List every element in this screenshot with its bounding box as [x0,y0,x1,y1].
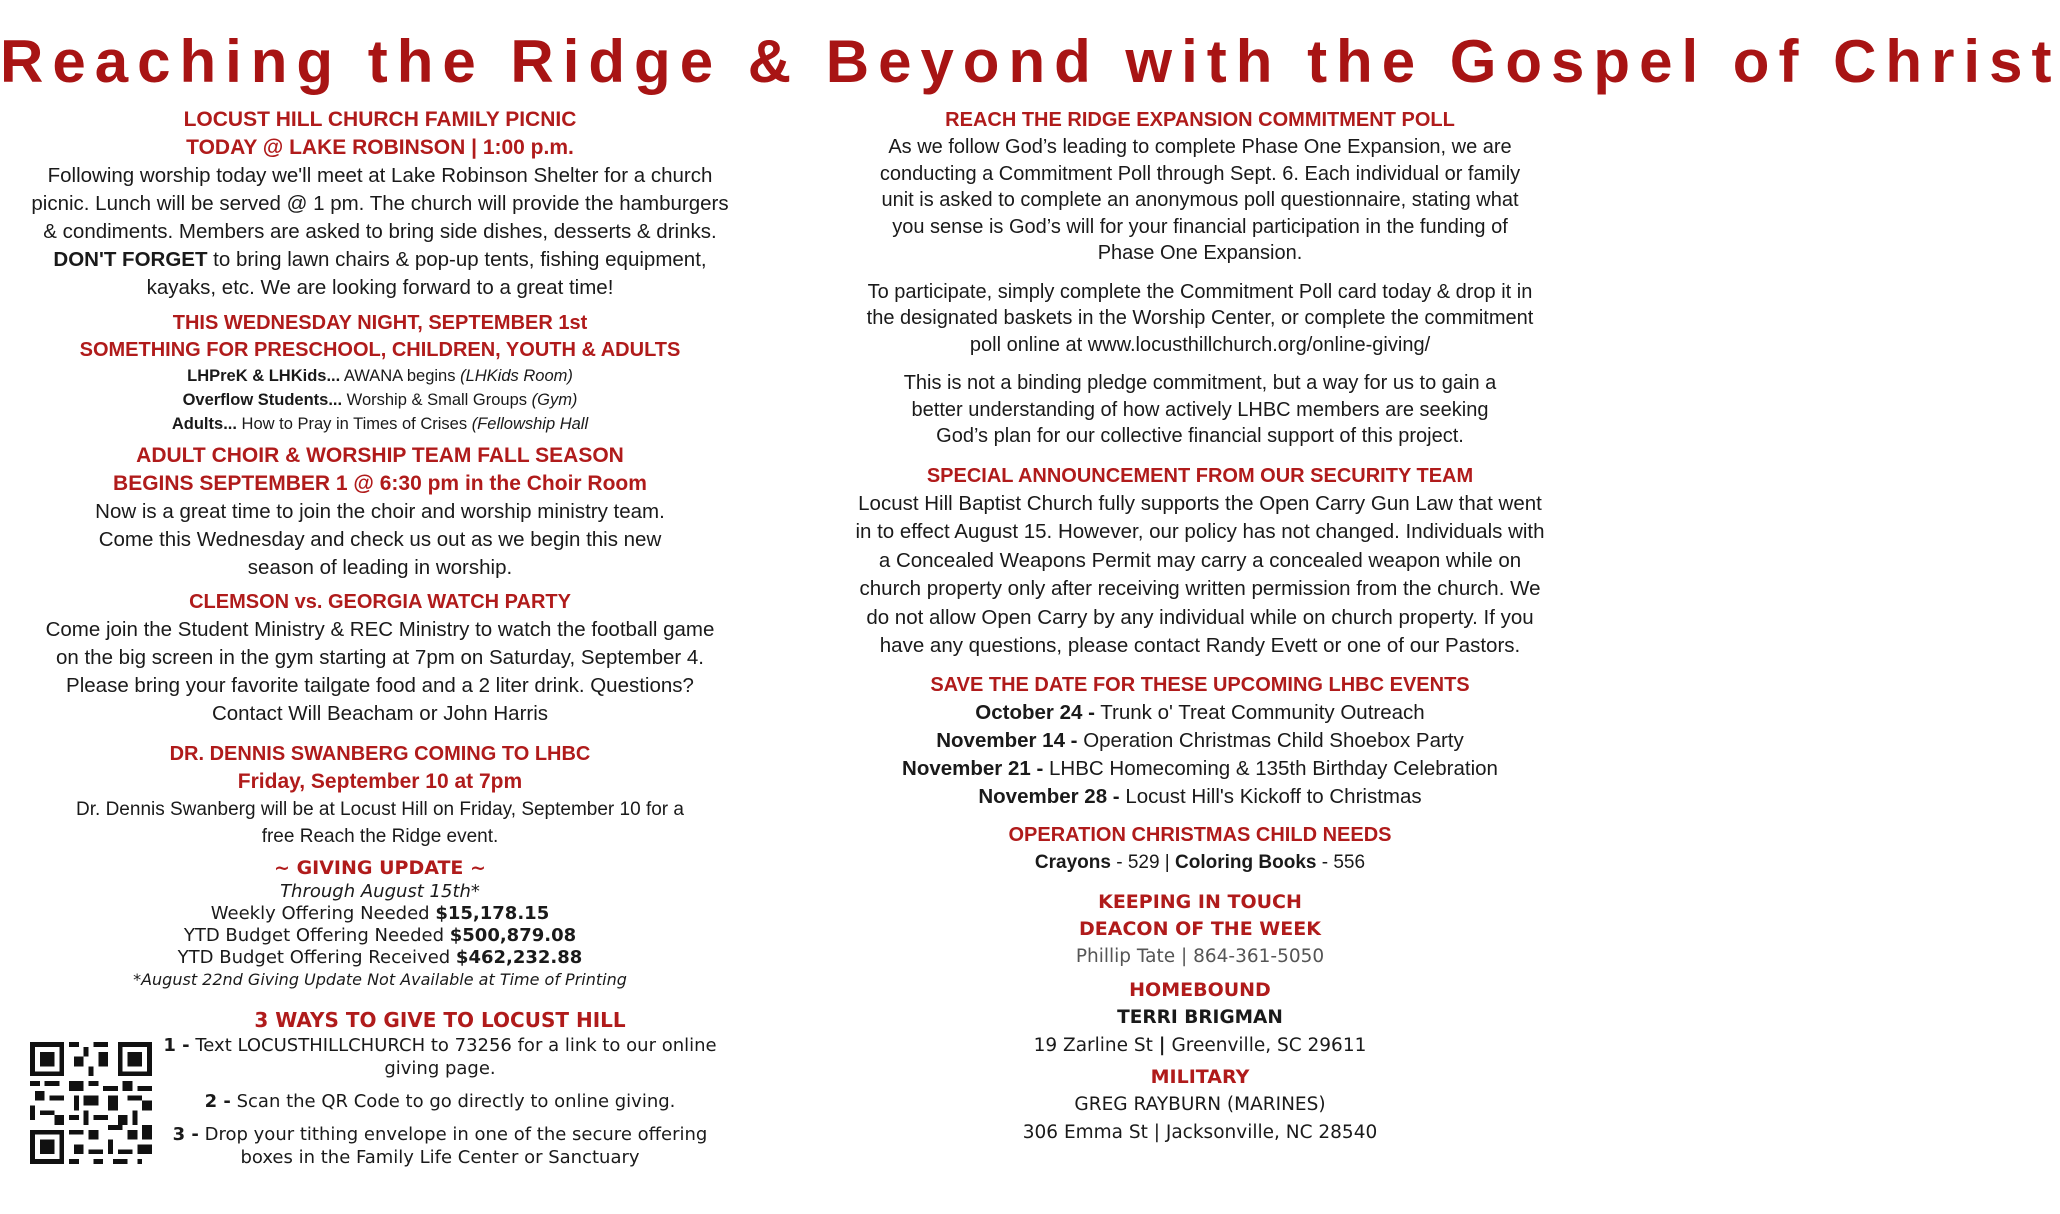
picnic-body-pre: Following worship today we'll meet at Lake Robinson Shelter for a church picnic. Lunch will be served @ 1 pm. The church will provide the hamburgers & condiments. Members are asked to bring side dishes, desserts & drinks. [31,164,729,243]
event-item [855,699,1545,727]
homebound-street: 19 Zarline St [1033,1034,1159,1056]
picnic-subheading: TODAY @ LAKE ROBINSON | 1:00 p.m. [186,136,574,159]
ways-heading: 3 WAYS TO GIVE TO LOCUST HILL [254,1008,626,1032]
ways-item [160,1034,720,1080]
event-date: November 28 - [978,784,1120,808]
poll-paragraph: To participate, simply complete the Commitment Poll card today & drop it in the designated baskets in the Worship Center, or complete the commitment poll online at www.locusthillchurch.org/online-giving/ [866,280,1534,356]
event-text: Trunk o' Treat Community Outreach [1094,700,1425,724]
giving-line-label: YTD Budget Offering Needed [183,925,450,946]
picnic-body-bold: DON'T FORGET [53,248,208,271]
military-address: 306 Emma St | Jacksonville, NC 28540 [1022,1121,1378,1143]
giving-line [25,925,735,947]
giving-update [25,856,735,991]
right-column [855,106,1545,1147]
occ-need-value: - 529 | [1110,851,1176,873]
swanberg-heading: DR. DENNIS SWANBERG COMING TO LHBC [169,743,591,765]
event-date: November 21 - [902,756,1044,780]
wednesday-item-text: How to Pray in Times of Crises [236,415,472,433]
giving-line [25,947,735,969]
event-text: Operation Christmas Child Shoebox Party [1077,728,1464,752]
homebound-name: TERRI BRIGMAN [1117,1006,1283,1028]
giving-line-value: $462,232.88 [455,947,583,968]
qr-code-icon[interactable] [30,1042,152,1164]
wednesday-item-label: Overflow Students... [182,391,343,409]
wednesday-subheading: SOMETHING FOR PRESCHOOL, CHILDREN, YOUTH & ADULTS [79,339,681,361]
deacon-heading: DEACON OF THE WEEK [1079,917,1321,940]
picnic-body-post: to bring lawn chairs & pop-up tents, fishing equipment, kayaks, etc. We are looking forward to a great time! [146,248,707,299]
ways-item-number: 3 - [172,1124,199,1145]
picnic-body [25,162,735,302]
occ-need-value: - 556 [1316,851,1366,873]
wednesday-item-label: Adults... [171,415,237,433]
left-column [25,106,735,991]
ways-item-text: Scan the QR Code to go directly to online giving. [230,1091,676,1112]
page-title: Reaching the Ridge & Beyond with the Gospel of Christ [0,28,2060,95]
giving-heading: ~ GIVING UPDATE ~ [274,857,486,879]
giving-line-label: Weekly Offering Needed [210,903,436,924]
wednesday-item-label: LHPreK & LHKids... [187,367,341,385]
clemson-heading: CLEMSON vs. GEORGIA WATCH PARTY [189,591,571,613]
event-date: November 14 - [936,728,1078,752]
event-item [855,755,1545,783]
giving-line [25,903,735,925]
homebound-city: Greenville, SC 29611 [1165,1034,1367,1056]
ways-to-give [160,1006,720,1169]
wednesday-item-text: Worship & Small Groups [342,391,532,409]
event-item [855,783,1545,811]
events-heading: SAVE THE DATE FOR THESE UPCOMING LHBC EVENTS [930,673,1470,696]
giving-line-value: $500,879.08 [449,925,577,946]
picnic-heading: LOCUST HILL CHURCH FAMILY PICNIC [183,108,577,131]
homebound-separator: | [1158,1034,1166,1056]
poll-paragraph: As we follow God’s leading to complete Phase One Expansion, we are conducting a Commitment Poll through Sept. 6. Each individual or family unit is asked to complete an anonymous poll questionnaire, stating what you sense is God’s will for your financial participation in the funding of Phase One Expansion. [879,136,1521,264]
security-body: Locust Hill Baptist Church fully supports the Open Carry Gun Law that went in to effect August 15. However, our policy has not changed. Individuals with a Concealed Weapons Permit may carry a concealed weapon while on church property only after receiving written permission from the church. We do not allow Open Carry by any individual while on church property. If you have any questions, please contact Randy Evett or one of our Pastors. [855,491,1545,657]
wednesday-item-location: (Gym) [531,391,578,409]
choir-heading: ADULT CHOIR & WORSHIP TEAM FALL SEASON [136,444,624,467]
giving-line-label: YTD Budget Offering Received [177,947,456,968]
ways-item-number: 2 - [204,1091,231,1112]
ways-item-text: Text LOCUSTHILLCHURCH to 73256 for a link to our online giving page. [189,1035,717,1079]
event-text: LHBC Homecoming & 135th Birthday Celebration [1043,756,1498,780]
wednesday-item-location: (Fellowship Hall [471,415,589,433]
swanberg-body: Dr. Dennis Swanberg will be at Locust Hill on Friday, September 10 for a free Reach the Ridge event. [76,799,684,847]
ways-item [160,1090,720,1113]
giving-note: *August 22nd Giving Update Not Available at Time of Printing [133,970,627,989]
military-name: GREG RAYBURN (MARINES) [1074,1093,1326,1115]
occ-needs [855,849,1545,877]
giving-line-value: $15,178.15 [435,903,550,924]
occ-heading: OPERATION CHRISTMAS CHILD NEEDS [1008,823,1392,846]
choir-subheading: BEGINS SEPTEMBER 1 @ 6:30 pm in the Choir Room [113,472,647,495]
event-text: Locust Hill's Kickoff to Christmas [1119,784,1422,808]
wednesday-item [25,364,735,388]
giving-through: Through August 15th* [280,881,480,902]
wednesday-item-text: AWANA begins [340,367,461,385]
security-heading: SPECIAL ANNOUNCEMENT FROM OUR SECURITY TEAM [926,464,1474,487]
poll-heading: REACH THE RIDGE EXPANSION COMMITMENT POLL [945,109,1455,131]
wednesday-item [25,412,735,436]
event-item [855,727,1545,755]
clemson-body: Come join the Student Ministry & REC Ministry to watch the football game on the big screen in the gym starting at 7pm on Saturday, September 4. Please bring your favorite tailgate food and a 2 liter drink. Questions? Contact Will Beacham or John Harris [45,618,715,725]
homebound-address [855,1032,1545,1060]
deacon-contact: Phillip Tate | 864-361-5050 [1075,945,1325,967]
military-heading: MILITARY [1150,1065,1250,1088]
event-date: October 24 - [975,700,1095,724]
wednesday-heading: THIS WEDNESDAY NIGHT, SEPTEMBER 1st [172,312,588,334]
wednesday-item [25,388,735,412]
choir-body: Now is a great time to join the choir and worship ministry team. Come this Wednesday and check us out as we begin this new season of leading in worship. [95,500,665,579]
occ-need-label: Coloring Books [1175,851,1317,873]
homebound-heading: HOMEBOUND [1129,978,1271,1001]
swanberg-subheading: Friday, September 10 at 7pm [237,770,523,793]
poll-paragraph: This is not a binding pledge commitment, but a way for us to gain a better understanding of how actively LHBC members are seeking God’s plan for our collective financial support of this project. [903,372,1497,447]
touch-heading: KEEPING IN TOUCH [1098,890,1302,913]
occ-need-label: Crayons [1034,851,1111,873]
ways-item-text: Drop your tithing envelope in one of the secure offering boxes in the Family Life Center or Sanctuary [198,1124,708,1168]
ways-item-number: 1 - [163,1035,190,1056]
wednesday-item-location: (LHKids Room) [460,367,573,385]
ways-item [160,1123,720,1169]
keeping-in-touch [855,889,1545,1147]
